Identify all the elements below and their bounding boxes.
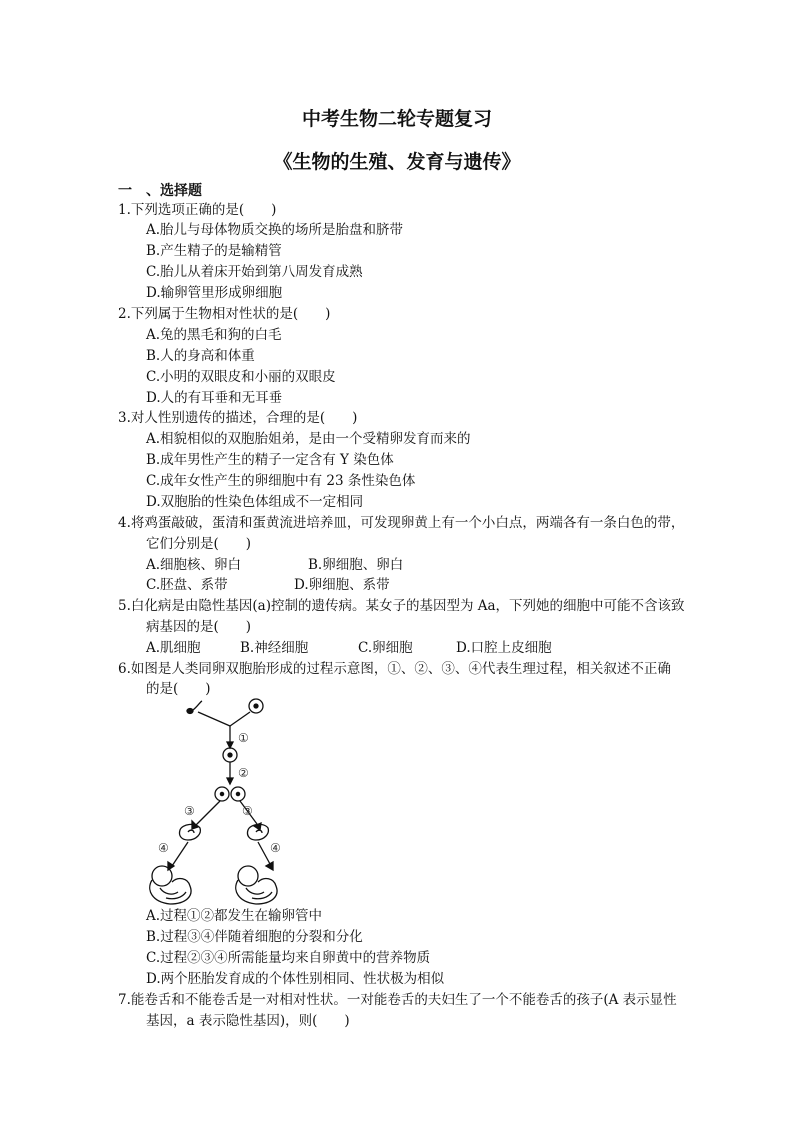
q4-options-row1 <box>146 555 403 575</box>
q1-option-c: C.胎儿从着床开始到第八周发育成熟 <box>146 264 363 280</box>
question-7-stem-line2: 基因，a 表示隐性基因)，则( ) <box>146 1013 350 1029</box>
q5-options-row <box>146 638 552 658</box>
q2-option-d: D.人的有耳垂和无耳垂 <box>146 390 283 406</box>
process-4-left-label: ④ <box>158 841 169 855</box>
sperm-icon <box>187 709 193 714</box>
process-1-label: ① <box>238 731 249 745</box>
process-4-right-label: ④ <box>270 841 281 855</box>
q4-option-a: A.细胞核、卵白 <box>146 557 242 573</box>
question-4-stem-line2: 它们分别是( ) <box>146 536 252 552</box>
fetus-left-icon <box>150 866 191 904</box>
q3-option-a: A.相貌相似的双胞胎姐弟，是由一个受精卵发育而来的 <box>146 431 471 447</box>
q2-option-c: C.小明的双眼皮和小丽的双眼皮 <box>146 369 336 385</box>
question-6-stem-line2: 的是( ) <box>146 681 211 697</box>
section-heading: 一 、选择题 <box>118 183 202 199</box>
q2-option-a: A.兔的黑毛和狗的白毛 <box>146 327 282 343</box>
q1-option-a: A.胎儿与母体物质交换的场所是胎盘和脐带 <box>146 222 404 238</box>
q5-option-b: B.神经细胞 <box>240 640 309 656</box>
q3-option-c: C.成年女性产生的卵细胞中有 23 条性染色体 <box>146 473 416 489</box>
q1-option-b: B.产生精子的是输精管 <box>146 243 282 259</box>
question-1-stem: 1.下列选项正确的是( ) <box>118 202 277 218</box>
fetus-right-icon <box>236 866 277 904</box>
q1-option-d: D.输卵管里形成卵细胞 <box>146 285 283 301</box>
q6-option-c: C.过程②③④所需能量均来自卵黄中的营养物质 <box>146 950 431 966</box>
page-subtitle: 《生物的生殖、发育与遗传》 <box>273 151 521 173</box>
twins-diagram <box>130 690 330 910</box>
sperm-tail <box>193 701 202 710</box>
q4-option-d: D.卵细胞、系带 <box>294 577 390 593</box>
question-6-stem-line1: 6.如图是人类同卵双胞胎形成的过程示意图，①、②、③、④代表生理过程，相关叙述不正确 <box>118 661 671 677</box>
q4-options-row2 <box>146 575 390 595</box>
q3-option-b: B.成年男性产生的精子一定含有 Y 染色体 <box>146 452 394 468</box>
process-3-right-label: ③ <box>242 804 253 818</box>
q5-option-c: C.卵细胞 <box>358 640 413 656</box>
q4-option-c: C.胚盘、系带 <box>146 577 228 593</box>
process-2-label: ② <box>238 766 249 780</box>
q4-option-b: B.卵细胞、卵白 <box>308 557 404 573</box>
q6-option-b: B.过程③④伴随着细胞的分裂和分化 <box>146 929 363 945</box>
question-4-stem-line1: 4.将鸡蛋敲破，蛋清和蛋黄流进培养皿，可发现卵黄上有一个小白点，两端各有一条白色的带， <box>118 515 685 531</box>
q3-option-d: D.双胞胎的性染色体组成不一定相同 <box>146 494 364 510</box>
question-3-stem: 3.对人性别遗传的描述，合理的是( ) <box>118 410 358 426</box>
question-2-stem: 2.下列属于生物相对性状的是( ) <box>118 306 331 322</box>
process-3-left-label: ③ <box>184 804 195 818</box>
q2-option-b: B.人的身高和体重 <box>146 348 255 364</box>
page-title: 中考生物二轮专题复习 <box>301 108 492 130</box>
question-7-stem-line1: 7.能卷舌和不能卷舌是一对相对性状。一对能卷舌的夫妇生了一个不能卷舌的孩子(A 表示显性 <box>118 992 677 1008</box>
question-5-stem-line2: 病基因的是( ) <box>146 619 252 635</box>
q6-option-a: A.过程①②都发生在输卵管中 <box>146 908 323 924</box>
q6-option-d: D.两个胚胎发育成的个体性别相同、性状极为相似 <box>146 971 445 987</box>
q5-option-a: A.肌细胞 <box>146 640 201 656</box>
question-5-stem-line1: 5.白化病是由隐性基因(a)控制的遗传病。某女子的基因型为 Aa，下列她的细胞中可能不含该致 <box>118 598 685 614</box>
q5-option-d: D.口腔上皮细胞 <box>456 640 552 656</box>
